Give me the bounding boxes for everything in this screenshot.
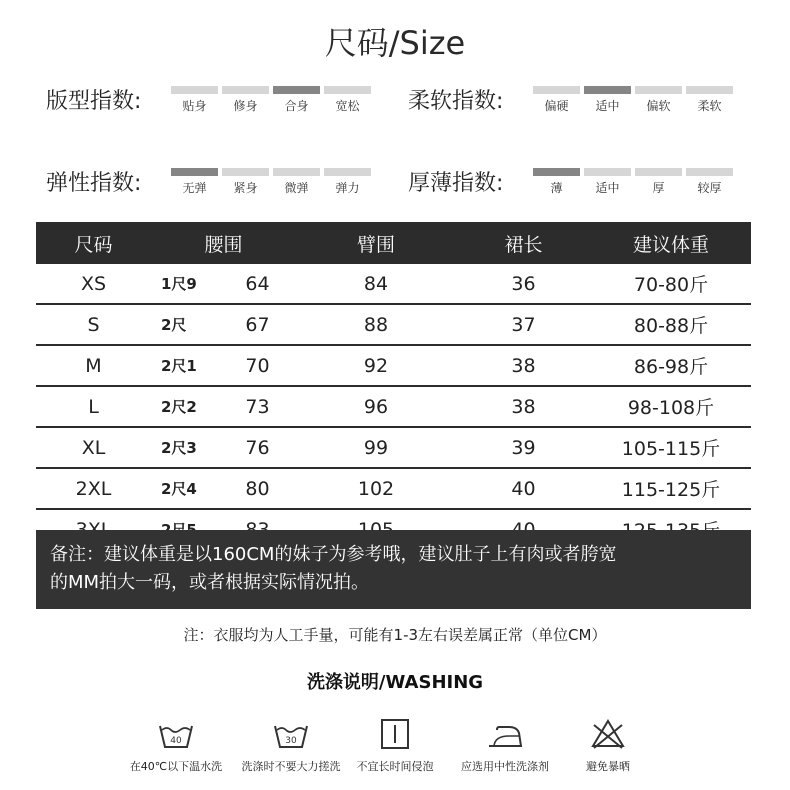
index-bar <box>222 86 269 94</box>
index-option <box>273 86 320 114</box>
index-option <box>324 86 371 114</box>
cell-waist: 70 <box>219 345 296 386</box>
index-bar <box>686 86 733 94</box>
header-weight: 建议体重 <box>591 222 751 264</box>
wash-label: 在40℃以下温水洗 <box>129 760 223 773</box>
cell-waist: 80 <box>219 468 296 509</box>
washing-title: 洗涤说明/WASHING <box>306 672 484 693</box>
cell-chi: 2尺4 <box>151 468 219 509</box>
index-bar <box>635 168 682 176</box>
index-bar <box>584 168 631 176</box>
index-bar <box>273 86 320 94</box>
index-option <box>171 86 218 114</box>
cell-weight: 105-115斤 <box>591 427 751 468</box>
index-bar <box>533 86 580 94</box>
wash-tub-40-icon <box>156 716 196 752</box>
wash-label: 不宜长时间侵泡 <box>356 760 434 773</box>
cell-length: 38 <box>456 386 591 427</box>
index-option-label: 修身 <box>233 99 258 113</box>
cell-weight: 98-108斤 <box>591 386 751 427</box>
cell-size: L <box>36 386 151 427</box>
index-option <box>324 168 371 196</box>
header-size: 尺码 <box>36 222 151 264</box>
cell-size: S <box>36 304 151 345</box>
index-option-label: 无弹 <box>182 181 207 195</box>
cell-weight: 80-88斤 <box>591 304 751 345</box>
avoid-sun-icon <box>588 716 628 752</box>
index-option-label: 适中 <box>595 181 620 195</box>
index-options <box>533 168 733 196</box>
index-bar <box>273 168 320 176</box>
cell-size: XL <box>36 427 151 468</box>
index-bar <box>635 86 682 94</box>
cell-length: 38 <box>456 345 591 386</box>
index-bar <box>686 168 733 176</box>
index-option-label: 宽松 <box>335 99 360 113</box>
wash-tub-30-icon <box>271 716 311 752</box>
header-waist: 腰围 <box>151 222 296 264</box>
index-bar <box>533 168 580 176</box>
index-option <box>533 168 580 196</box>
index-option <box>635 86 682 114</box>
remark-box <box>36 530 751 609</box>
index-options <box>171 86 371 114</box>
table-row <box>36 468 751 509</box>
wash-item <box>111 716 241 774</box>
index-option <box>686 86 733 114</box>
index-option <box>171 168 218 196</box>
table-row <box>36 345 751 386</box>
index-label: 柔软指数: <box>408 89 504 114</box>
index-option <box>635 168 682 196</box>
cell-size: XS <box>36 264 151 304</box>
index-option-label: 柔软 <box>697 99 722 113</box>
cell-chi: 1尺9 <box>151 264 219 304</box>
index-option-label: 合身 <box>284 99 309 113</box>
cell-length: 39 <box>456 427 591 468</box>
softness-index <box>408 84 733 115</box>
cell-waist: 64 <box>219 264 296 304</box>
index-option-label: 偏软 <box>646 99 671 113</box>
index-option <box>584 86 631 114</box>
cell-arm: 88 <box>296 304 456 345</box>
cell-chi: 2尺3 <box>151 427 219 468</box>
header-length: 裙长 <box>456 222 591 264</box>
cell-length: 37 <box>456 304 591 345</box>
index-label: 厚薄指数: <box>408 171 504 196</box>
index-option-label: 贴身 <box>182 99 207 113</box>
wash-label: 避免暴晒 <box>586 760 630 773</box>
neutral-detergent-icon <box>485 716 525 752</box>
cell-arm: 96 <box>296 386 456 427</box>
page-title: 尺码/Size <box>324 24 466 62</box>
table-row <box>36 304 751 345</box>
index-label: 版型指数: <box>46 89 142 114</box>
cell-weight: 70-80斤 <box>591 264 751 304</box>
cell-arm: 84 <box>296 264 456 304</box>
index-options <box>171 168 371 196</box>
index-option-label: 薄 <box>550 181 563 195</box>
header-arm: 臂围 <box>296 222 456 264</box>
cell-weight: 115-125斤 <box>591 468 751 509</box>
cell-chi: 2尺2 <box>151 386 219 427</box>
index-option <box>222 168 269 196</box>
cell-arm: 92 <box>296 345 456 386</box>
remark-line-1: 备注：建议体重是以160CM的妹子为参考哦，建议肚子上有肉或者胯宽 <box>50 544 617 565</box>
cell-waist: 67 <box>219 304 296 345</box>
index-bar <box>584 86 631 94</box>
cell-size: M <box>36 345 151 386</box>
index-option-label: 偏硬 <box>544 99 569 113</box>
cell-waist: 76 <box>219 427 296 468</box>
tub-temp-text: 30 <box>285 736 297 746</box>
index-bar <box>222 168 269 176</box>
cell-length: 40 <box>456 468 591 509</box>
no-soak-icon <box>375 716 415 752</box>
index-option <box>686 168 733 196</box>
table-row <box>36 264 751 304</box>
cell-chi: 2尺1 <box>151 345 219 386</box>
thickness-index <box>408 166 733 197</box>
table-row <box>36 386 751 427</box>
index-option-label: 微弹 <box>284 181 309 195</box>
wash-label: 洗涤时不要大力搓洗 <box>241 760 341 773</box>
fit-index <box>46 84 371 115</box>
cell-weight: 86-98斤 <box>591 345 751 386</box>
index-option <box>273 168 320 196</box>
remark-line-2: 的MM拍大一码，或者根据实际情况拍。 <box>50 572 370 593</box>
index-options <box>533 86 733 114</box>
index-label: 弹性指数: <box>46 171 142 196</box>
tub-temp-text: 40 <box>170 736 182 746</box>
index-bar <box>324 168 371 176</box>
index-option <box>584 168 631 196</box>
wash-item <box>543 716 673 774</box>
elasticity-index <box>46 166 371 197</box>
index-bar <box>324 86 371 94</box>
cell-length: 36 <box>456 264 591 304</box>
cell-chi: 2尺 <box>151 304 219 345</box>
wash-label: 应选用中性洗涤剂 <box>461 760 549 773</box>
table-header-row <box>36 222 751 264</box>
index-option-label: 厚 <box>652 181 665 195</box>
cell-arm: 102 <box>296 468 456 509</box>
index-bar <box>171 86 218 94</box>
measurement-note: 注：衣服均为人工手量，可能有1-3左右误差属正常（单位CM） <box>183 626 607 644</box>
index-option-label: 紧身 <box>233 181 258 195</box>
index-bar <box>171 168 218 176</box>
index-option <box>533 86 580 114</box>
index-option-label: 适中 <box>595 99 620 113</box>
index-option <box>222 86 269 114</box>
size-table <box>36 222 751 551</box>
cell-size: 2XL <box>36 468 151 509</box>
cell-arm: 99 <box>296 427 456 468</box>
index-option-label: 弹力 <box>335 181 360 195</box>
table-row <box>36 427 751 468</box>
index-option-label: 较厚 <box>697 181 722 195</box>
cell-waist: 73 <box>219 386 296 427</box>
